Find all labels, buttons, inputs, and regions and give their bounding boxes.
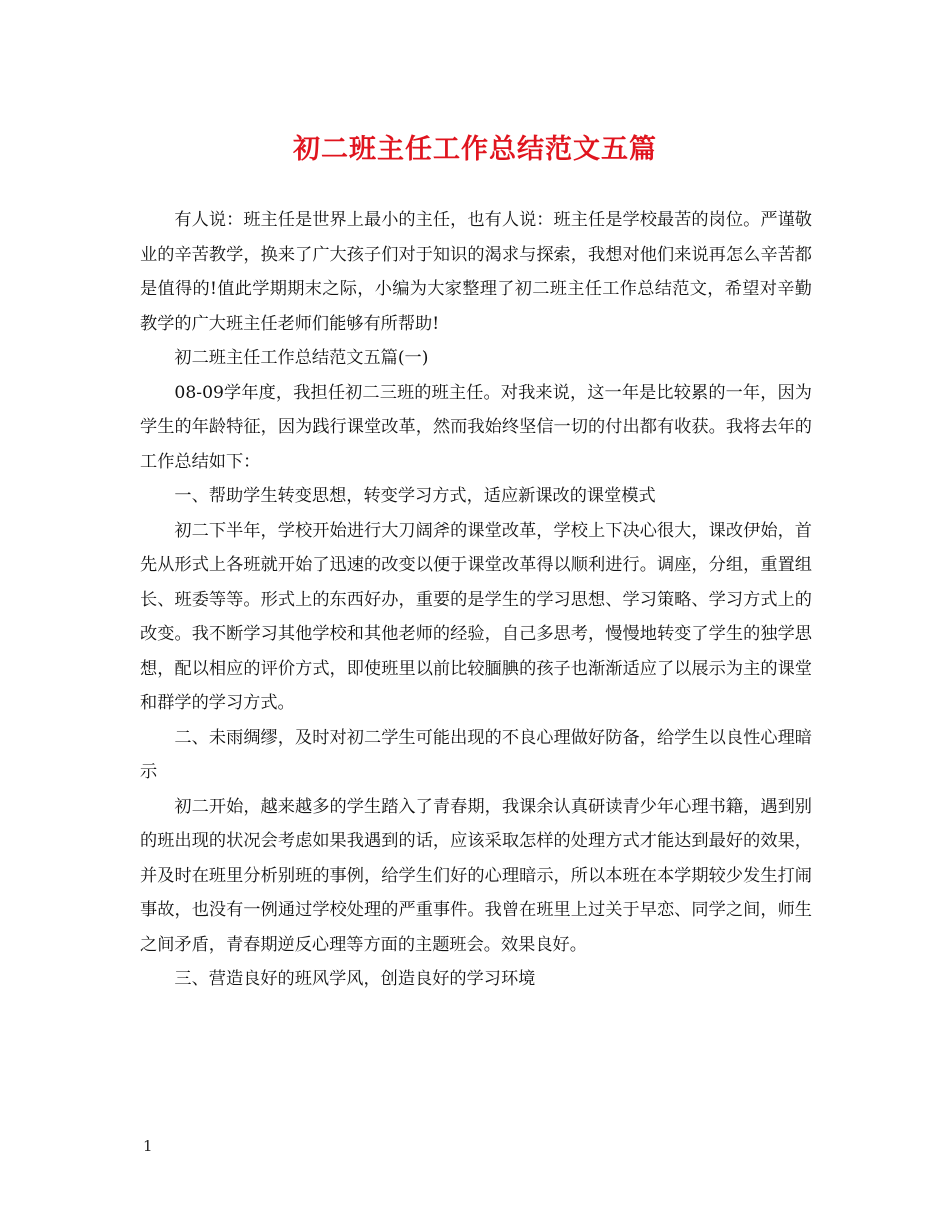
section-heading-part-one: 初二班主任工作总结范文五篇(一) [174,348,429,368]
point-one-paragraph: 初二下半年，学校开始进行大刀阔斧的课堂改革，学校上下决心很大，课改伊始，首先从形式上各班就开始了迅速的改变以便于课堂改革得以顺利进行。调座，分组，重置组长、班委等等。形式上的东西好办，重要的是学生的学习思想、学习策略、学习方式上的改变。我不断学习其他学校和其他老师的经验，自己多思考，慢慢地转变了学生的独学思想，配以相应的评价方式，即使班里以前比较腼腆的孩子也渐渐适应了以展示为主的课堂和群学的学习方式。 [140,520,812,713]
document-title: 初二班主任工作总结范文五篇 [293,134,657,165]
page-number: 1 [143,1137,153,1155]
overview-paragraph: 08-09学年度，我担任初二三班的班主任。对我来说，这一年是比较累的一年，因为学生的年龄特征，因为践行课堂改革，然而我始终坚信一切的付出都有收获。我将去年的工作总结如下： [140,382,812,472]
point-two-heading: 二、未雨绸缪，及时对初二学生可能出现的不良心理做好防备，给学生以良性心理暗示 [140,727,812,782]
document-body [140,203,812,997]
point-three-heading: 三、营造良好的班风学风，创造良好的学习环境 [174,969,536,989]
point-two-paragraph: 初二开始，越来越多的学生踏入了青春期，我课余认真研读青少年心理书籍，遇到别的班出现的状况会考虑如果我遇到的话，应该采取怎样的处理方式才能达到最好的效果，并及时在班里分析别班的事例，给学生们好的心理暗示，所以本班在本学期较少发生打闹事故，也没有一例通过学校处理的严重事件。我曾在班里上过关于早恋、同学之间，师生之间矛盾，青春期逆反心理等方面的主题班会。效果良好。 [140,796,812,955]
intro-paragraph: 有人说：班主任是世界上最小的主任，也有人说：班主任是学校最苦的岗位。严谨敬业的辛苦教学，换来了广大孩子们对于知识的渴求与探索，我想对他们来说再怎么辛苦都是值得的!值此学期期末之际，小编为大家整理了初二班主任工作总结范文，希望对辛勤教学的广大班主任老师们能够有所帮助! [140,210,812,334]
point-one-heading: 一、帮助学生转变思想，转变学习方式，适应新课改的课堂模式 [174,486,656,506]
